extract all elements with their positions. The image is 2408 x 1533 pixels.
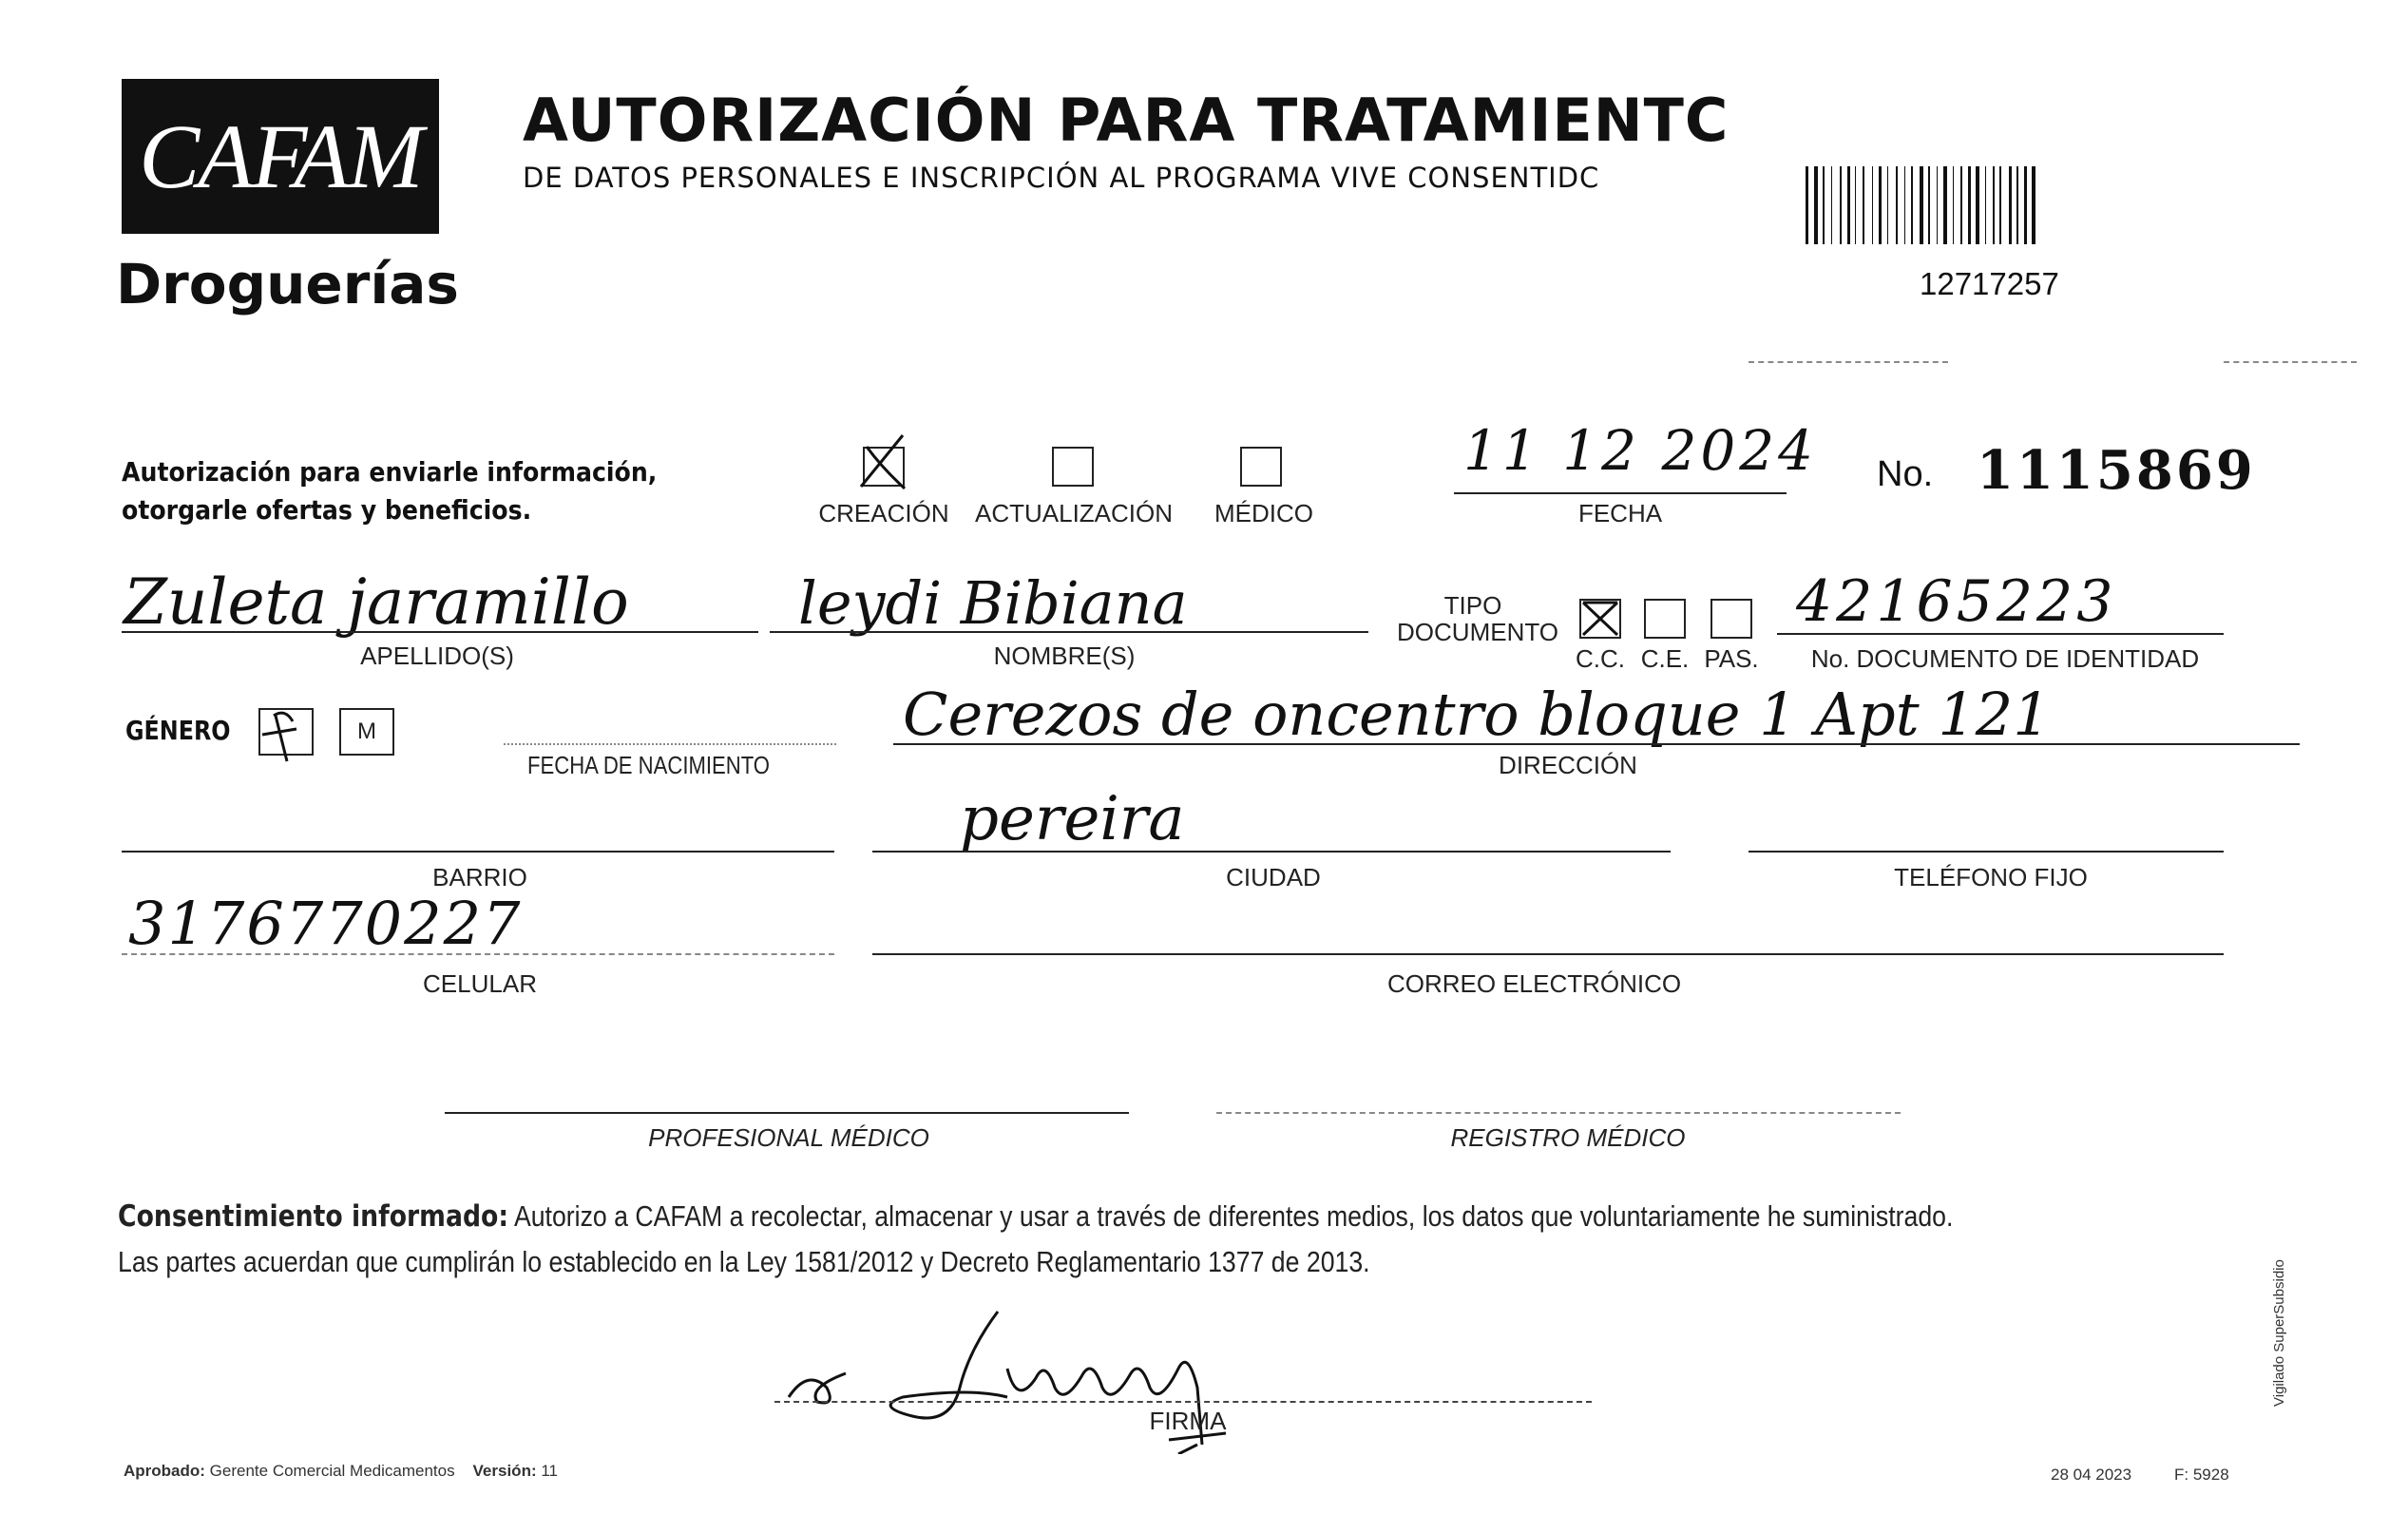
registro-label: REGISTRO MÉDICO: [1450, 1123, 1686, 1152]
direccion-label: DIRECCIÓN: [1499, 751, 1637, 779]
doc-number-label: No. DOCUMENTO DE IDENTIDAD: [1810, 644, 2200, 673]
cafam-logo: [122, 79, 439, 234]
form-number-value: 1115869: [1977, 439, 2256, 502]
firma-line: [774, 1401, 1592, 1403]
checkbox-genero-m[interactable]: [339, 708, 394, 756]
profesional-line: [445, 1112, 1129, 1114]
barcode-bar: [2009, 166, 2012, 244]
barcode-bar: [1840, 166, 1842, 244]
divider: [1749, 361, 1948, 363]
barcode-bar: [1831, 166, 1832, 244]
fecha-label: FECHA: [1577, 499, 1663, 527]
checkbox-pas[interactable]: [1710, 599, 1752, 639]
checkbox-medico[interactable]: [1240, 447, 1282, 487]
authorization-line-2: otorgarle ofertas y beneficios.: [122, 494, 532, 526]
barcode-bar: [1855, 166, 1856, 244]
barcode-bar: [1960, 166, 1962, 244]
checkbox-cc[interactable]: [1579, 599, 1621, 639]
checkbox-ce[interactable]: [1644, 599, 1686, 639]
consent-line-2: Las partes acuerdan que cumplirán lo establecido en la Ley 1581/2012 y Decreto Reglamentario 1377 de 2013.: [118, 1245, 1370, 1278]
barcode-bar: [1953, 166, 1954, 244]
barcode-bar: [1887, 166, 1888, 244]
firma-label: FIRMA: [1149, 1407, 1227, 1435]
barcode-bar: [1943, 166, 1947, 244]
option-medico-label: MÉDICO: [1214, 499, 1313, 527]
footer-date: 28 04 2023: [2051, 1466, 2132, 1484]
ciudad-line: [872, 851, 1671, 853]
direccion-value: Cerezos de oncentro bloque 1 Apt 121: [903, 680, 2051, 749]
option-actualizacion-label: ACTUALIZACIÓN: [974, 499, 1174, 527]
option-creacion-label: CREACIÓN: [818, 499, 949, 527]
genero-label: GÉNERO: [125, 715, 231, 746]
telefono-line: [1749, 851, 2224, 853]
fecha-line: [1454, 492, 1787, 494]
barcode-bar: [2024, 166, 2027, 244]
version-value: 11: [541, 1462, 559, 1480]
barcode-bar: [1911, 166, 1913, 244]
telefono-label: TELÉFONO FIJO: [1894, 863, 2088, 891]
doc-type-ce-label: C.E.: [1640, 644, 1690, 673]
barcode-number: 12717257: [1920, 266, 2059, 301]
fecha-nac-line: [504, 743, 836, 745]
doc-number-value: 42165223: [1796, 568, 2117, 635]
barcode-bar: [2032, 166, 2035, 244]
consent-text-1: Autorizo a CAFAM a recolectar, almacenar y usar a través de diferentes medios, los datos que voluntariamente he suministrado.: [513, 1199, 1954, 1233]
checkbox-genero-f[interactable]: [258, 708, 314, 756]
celular-label: CELULAR: [423, 969, 537, 998]
barcode-bar: [1937, 166, 1938, 244]
ciudad-label: CIUDAD: [1226, 863, 1321, 891]
logo-text: CAFAM: [139, 105, 422, 207]
barcode-bar: [2016, 166, 2018, 244]
fecha-value: 11 12 2024: [1463, 418, 1818, 483]
barcode-bar: [1896, 166, 1898, 244]
barcode-bar: [1920, 166, 1923, 244]
correo-label: CORREO ELECTRÓNICO: [1387, 969, 1682, 998]
barcode-bar: [1806, 166, 1808, 244]
celular-value: 3176770227: [128, 889, 523, 958]
doc-type-pas-label: PAS.: [1704, 644, 1759, 673]
barcode-bar: [1985, 166, 1986, 244]
barcode-bar: [1823, 166, 1825, 244]
divider: [2224, 361, 2357, 363]
apellidos-value: Zuleta jaramillo: [124, 565, 629, 639]
barcode-bar: [1814, 166, 1818, 244]
genero-m-label: M: [357, 719, 376, 744]
check-mark-icon: [258, 706, 314, 763]
version-label: Versión:: [472, 1462, 537, 1480]
aprobado-value: Gerente Comercial Medicamentos: [209, 1462, 455, 1480]
authorization-line-1: Autorización para enviarle información,: [122, 456, 658, 488]
document-title: AUTORIZACIÓN PARA TRATAMIENTC: [523, 86, 1730, 155]
nombres-value: leydi Bibiana: [798, 568, 1188, 638]
barcode-bar: [1879, 166, 1882, 244]
signature: [779, 1293, 1387, 1454]
barcode-bar: [1904, 166, 1905, 244]
barcode-bar: [1847, 166, 1850, 244]
side-vigilado-text: Vigilado SuperSubsidio: [2271, 1259, 2287, 1407]
apellidos-line: [122, 631, 758, 633]
barrio-label: BARRIO: [432, 863, 527, 891]
fecha-nac-label: FECHA DE NACIMIENTO: [527, 751, 771, 779]
barrio-line: [122, 851, 834, 853]
barcode-bar: [1928, 166, 1930, 244]
consent-line-1: [118, 1199, 1953, 1234]
barcode-bar: [1968, 166, 1971, 244]
barcode-bar: [1872, 166, 1873, 244]
checkbox-actualizacion[interactable]: [1052, 447, 1094, 487]
checkbox-creacion[interactable]: [863, 447, 905, 487]
doc-number-line: [1777, 633, 2224, 635]
footer-approval: [124, 1462, 558, 1481]
nombres-line: [770, 631, 1368, 633]
ciudad-value: pereira: [960, 784, 1185, 854]
direccion-line: [893, 743, 2300, 745]
barcode-bar: [1993, 166, 1995, 244]
document-subtitle: DE DATOS PERSONALES E INSCRIPCIÓN AL PROGRAMA VIVE CONSENTIDC: [523, 162, 1600, 194]
check-mark-icon: [853, 430, 910, 496]
brand-subtitle: Droguerías: [116, 252, 459, 316]
registro-line: [1216, 1112, 1901, 1114]
form-number-label: No.: [1877, 454, 1934, 494]
tipo-doc-label-2: DOCUMENTO: [1397, 618, 1558, 646]
check-mark-icon: [1579, 599, 1621, 639]
apellidos-label: APELLIDO(S): [360, 642, 514, 670]
barcode-bar: [1976, 166, 1979, 244]
aprobado-label: Aprobado:: [124, 1462, 205, 1480]
tipo-doc-label-1: TIPO: [1443, 591, 1502, 620]
footer-code: F: 5928: [2174, 1466, 2229, 1484]
consent-bold: Consentimiento informado:: [118, 1199, 509, 1234]
profesional-label: PROFESIONAL MÉDICO: [648, 1123, 929, 1152]
barcode-bar: [1863, 166, 1864, 244]
barcode-bar: [1999, 166, 2001, 244]
barcode: [1806, 166, 2195, 244]
doc-type-cc-label: C.C.: [1576, 644, 1625, 673]
nombres-label: NOMBRE(S): [993, 642, 1136, 670]
correo-line: [872, 953, 2224, 955]
celular-line: [122, 953, 834, 955]
